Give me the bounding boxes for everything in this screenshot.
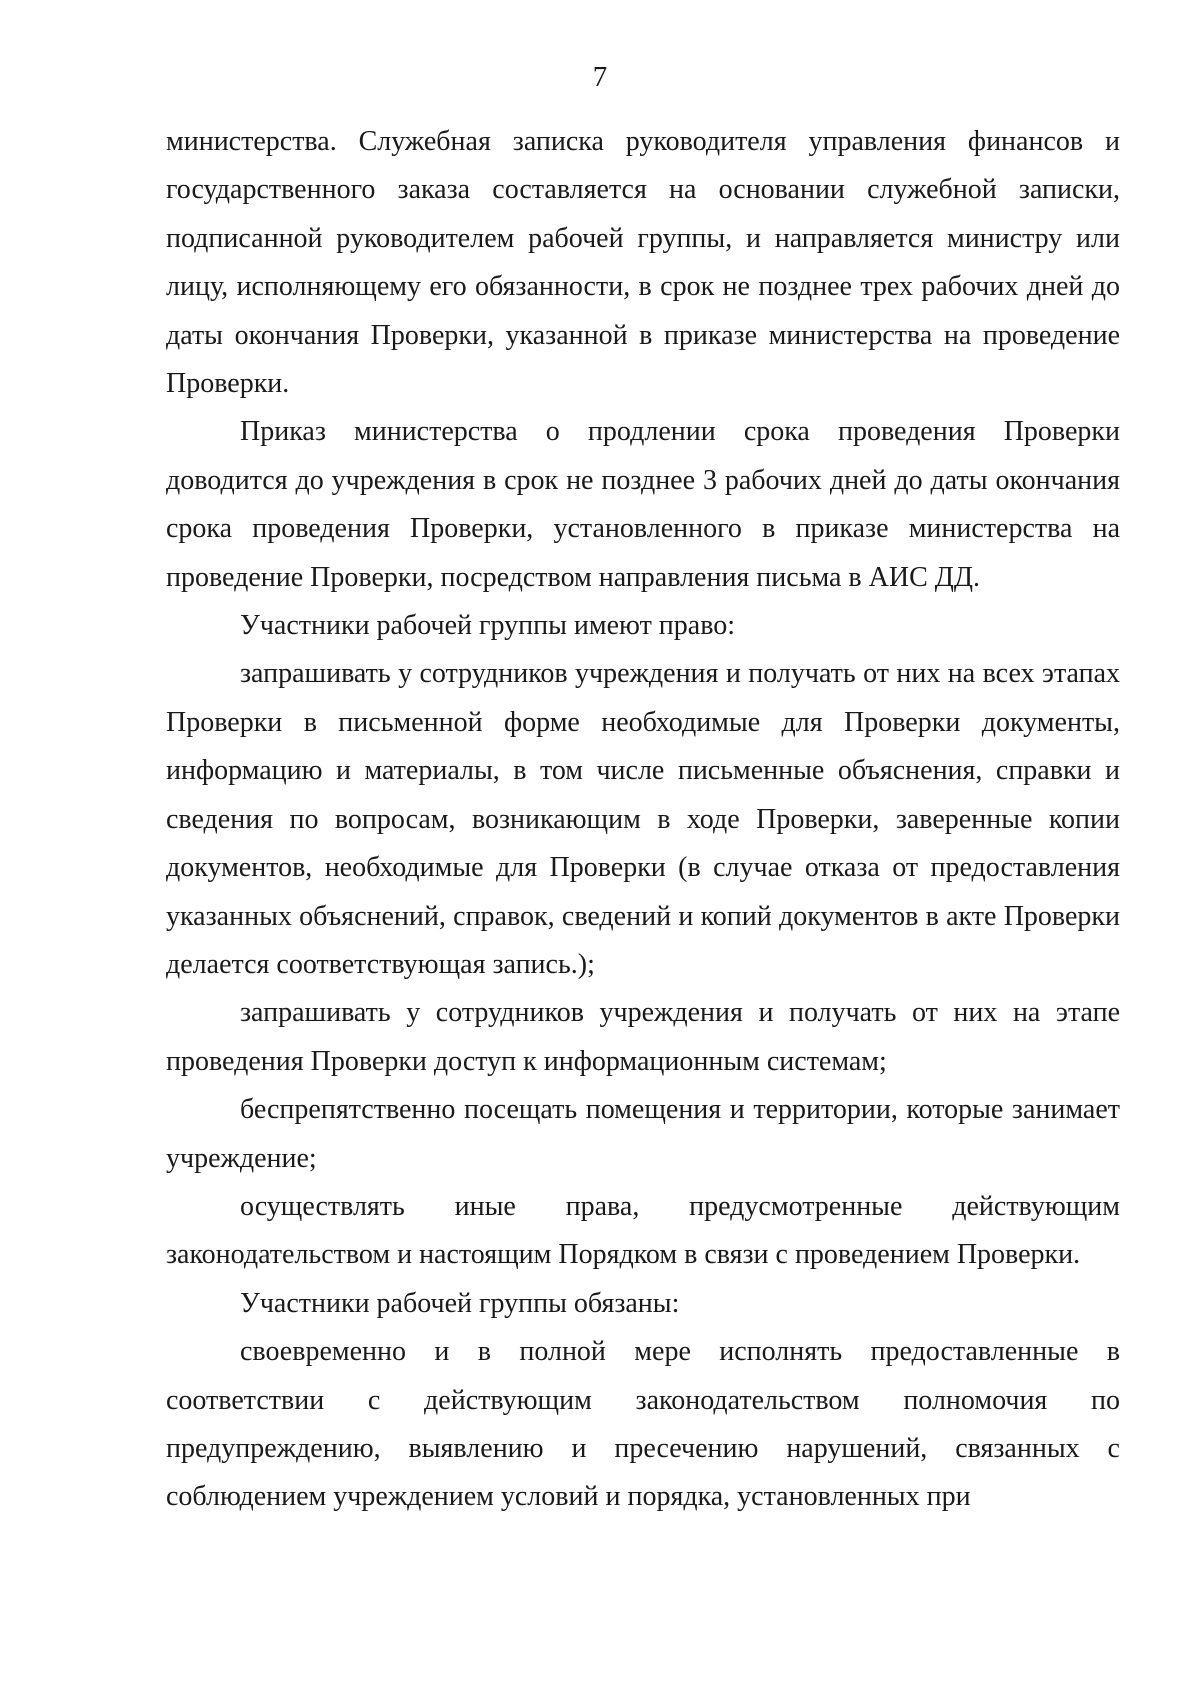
paragraph-right-visit-premises: беспрепятственно посещать помещения и территории, которые занимает учреждение;	[166, 1094, 1120, 1174]
paragraph-continuation: министерства. Служебная записка руководителя управления финансов и государственного заказа составляется на основании служебной записки, подписанной руководителем рабочей группы, и направляется министру или лицу, исполняющему его обязанности, в срок не позднее трех рабочих дней до даты окончания Проверки, указанной в приказе министерства на проведение Проверки.	[166, 126, 1120, 400]
page-number: 7	[592, 61, 608, 93]
paragraph-right-other: осуществлять иные права, предусмотренные действующим законодательством и настоящим Порядком в связи с проведением Проверки.	[166, 1190, 1120, 1271]
document-body	[166, 118, 1120, 1522]
paragraph-right-request-documents: запрашивать у сотрудников учреждения и получать от них на всех этапах Проверки в письменной форме необходимые для Проверки документы, информацию и материалы, в том числе письменные объяснения, справки и сведения по вопросам, возникающим в ходе Проверки, заверенные копии документов, необходимые для Проверки (в случае отказа от предоставления указанных объяснений, справок, сведений и копий документов в акте Проверки делается соответствующая запись.);	[166, 658, 1120, 980]
paragraph-obligations-heading: Участники рабочей группы обязаны:	[240, 1287, 680, 1319]
paragraph-extension-order: Приказ министерства о продлении срока проведения Проверки доводится до учреждения в срок не позднее 3 рабочих дней до даты окончания срока проведения Проверки, установленного в приказе министерства на проведение Проверки, посредством направления письма в АИС ДД.	[166, 416, 1120, 593]
paragraph-right-system-access: запрашивать у сотрудников учреждения и получать от них на этапе проведения Проверки доступ к информационным системам;	[166, 997, 1120, 1077]
paragraph-rights-heading: Участники рабочей группы имеют право:	[240, 610, 736, 642]
paragraph-obligation-powers: своевременно и в полной мере исполнять предоставленные в соответствии с действующим законодательством полномочия по предупреждению, выявлению и пресечению нарушений, связанных с соблюдением учреждением условий и порядка, установленных при	[166, 1336, 1120, 1513]
